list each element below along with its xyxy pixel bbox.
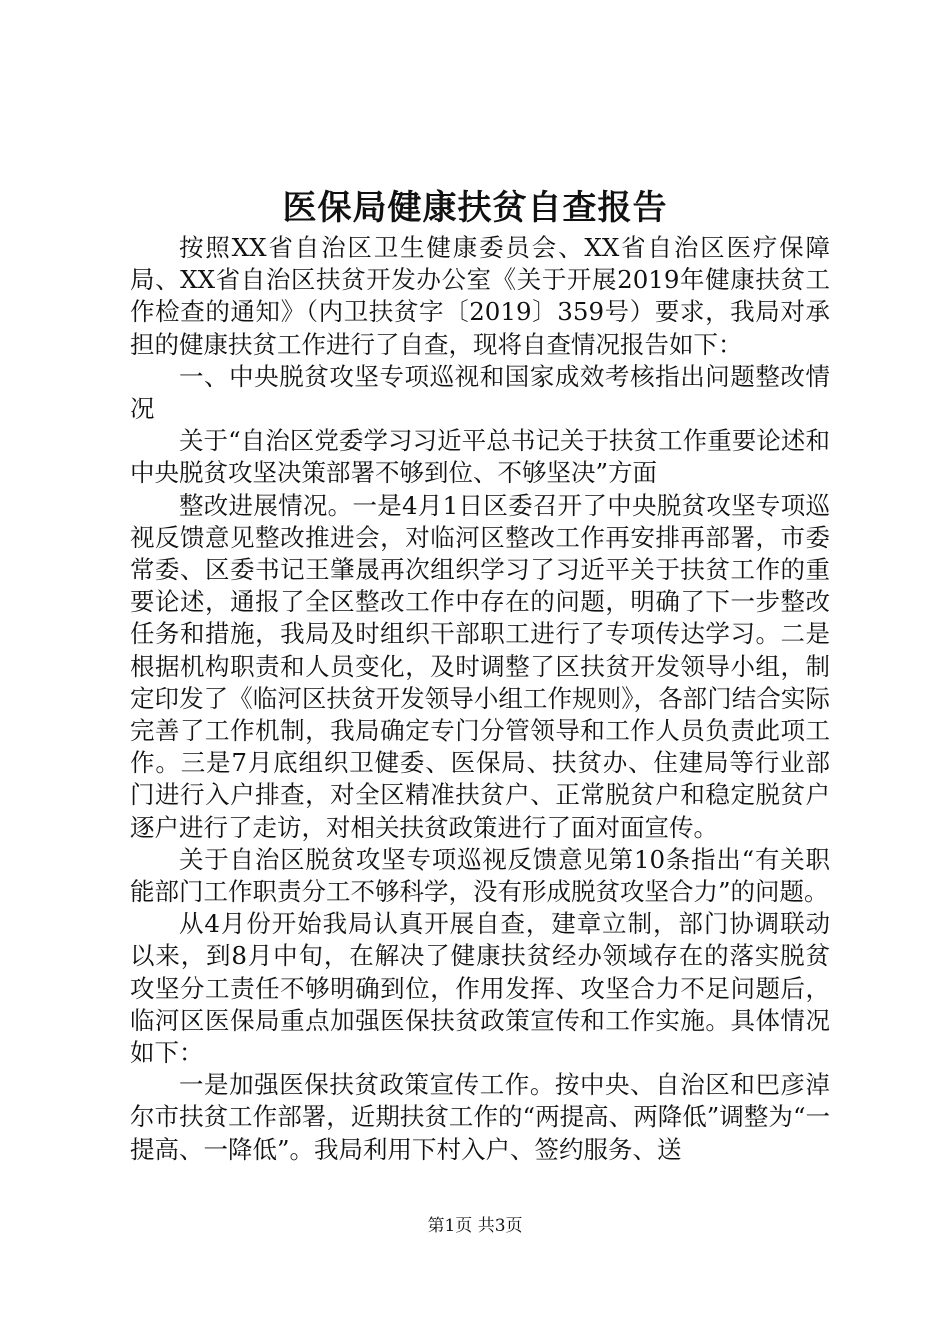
paragraph-issue-1: 关于“自治区党委学习习近平总书记关于扶贫工作重要论述和中央脱贫攻坚决策部署不够到位、不够坚决”方面 [130, 426, 830, 488]
document-title: 医保局健康扶贫自查报告 [282, 188, 668, 228]
paragraph-policy-publicity: 一是加强医保扶贫政策宣传工作。按中央、自治区和巴彦淖尔市扶贫工作部署，近期扶贫工作的“两提高、两降低”调整为“一提高、一降低”。我局利用下村入户、签约服务、送 [130, 1070, 830, 1164]
paragraph-issue-10: 关于自治区脱贫攻坚专项巡视反馈意见第10条指出“有关职能部门工作职责分工不够科学，没有形成脱贫攻坚合力”的问题。 [130, 844, 830, 907]
document-body [130, 232, 830, 1166]
section-heading: 一、中央脱贫攻坚专项巡视和国家成效考核指出问题整改情况 [130, 361, 830, 424]
paragraph-self-check: 从4月份开始我局认真开展自查，建章立制，部门协调联动以来，到8月中旬，在解决了健康扶贫经办领域存在的落实脱贫攻坚分工责任不够明确到位，作用发挥、攻坚合力不足问题后，临河区医保局重点加强医保扶贫政策宣传和工作实施。具体情况如下： [130, 909, 830, 1068]
page-number-footer: 第1页 共3页 [427, 1216, 523, 1236]
paragraph-progress: 整改进展情况。一是4月1日区委召开了中央脱贫攻坚专项巡视反馈意见整改推进会，对临河区整改工作再安排再部署，市委常委、区委书记王肇晟再次组织学习了习近平关于扶贫工作的重要论述，通报了全区整改工作中存在的问题，明确了下一步整改任务和措施，我局及时组织干部职工进行了专项传达学习。二是根据机构职责和人员变化，及时调整了区扶贫开发领导小组，制定印发了《临河区扶贫开发领导小组工作规则》，各部门结合实际完善了工作机制，我局确定专门分管领导和工作人员负责此项工作。三是7月底组织卫健委、医保局、扶贫办、住建局等行业部门进行入户排查，对全区精准扶贫户、正常脱贫户和稳定脱贫户逐户进行了走访，对相关扶贫政策进行了面对面宣传。 [130, 490, 830, 842]
paragraph-intro: 按照XX省自治区卫生健康委员会、XX省自治区医疗保障局、XX省自治区扶贫开发办公室《关于开展2019年健康扶贫工作检查的通知》（内卫扶贫字〔2019〕359号）要求，我局对承担的健康扶贫工作进行了自查，现将自查情况报告如下： [130, 233, 830, 359]
